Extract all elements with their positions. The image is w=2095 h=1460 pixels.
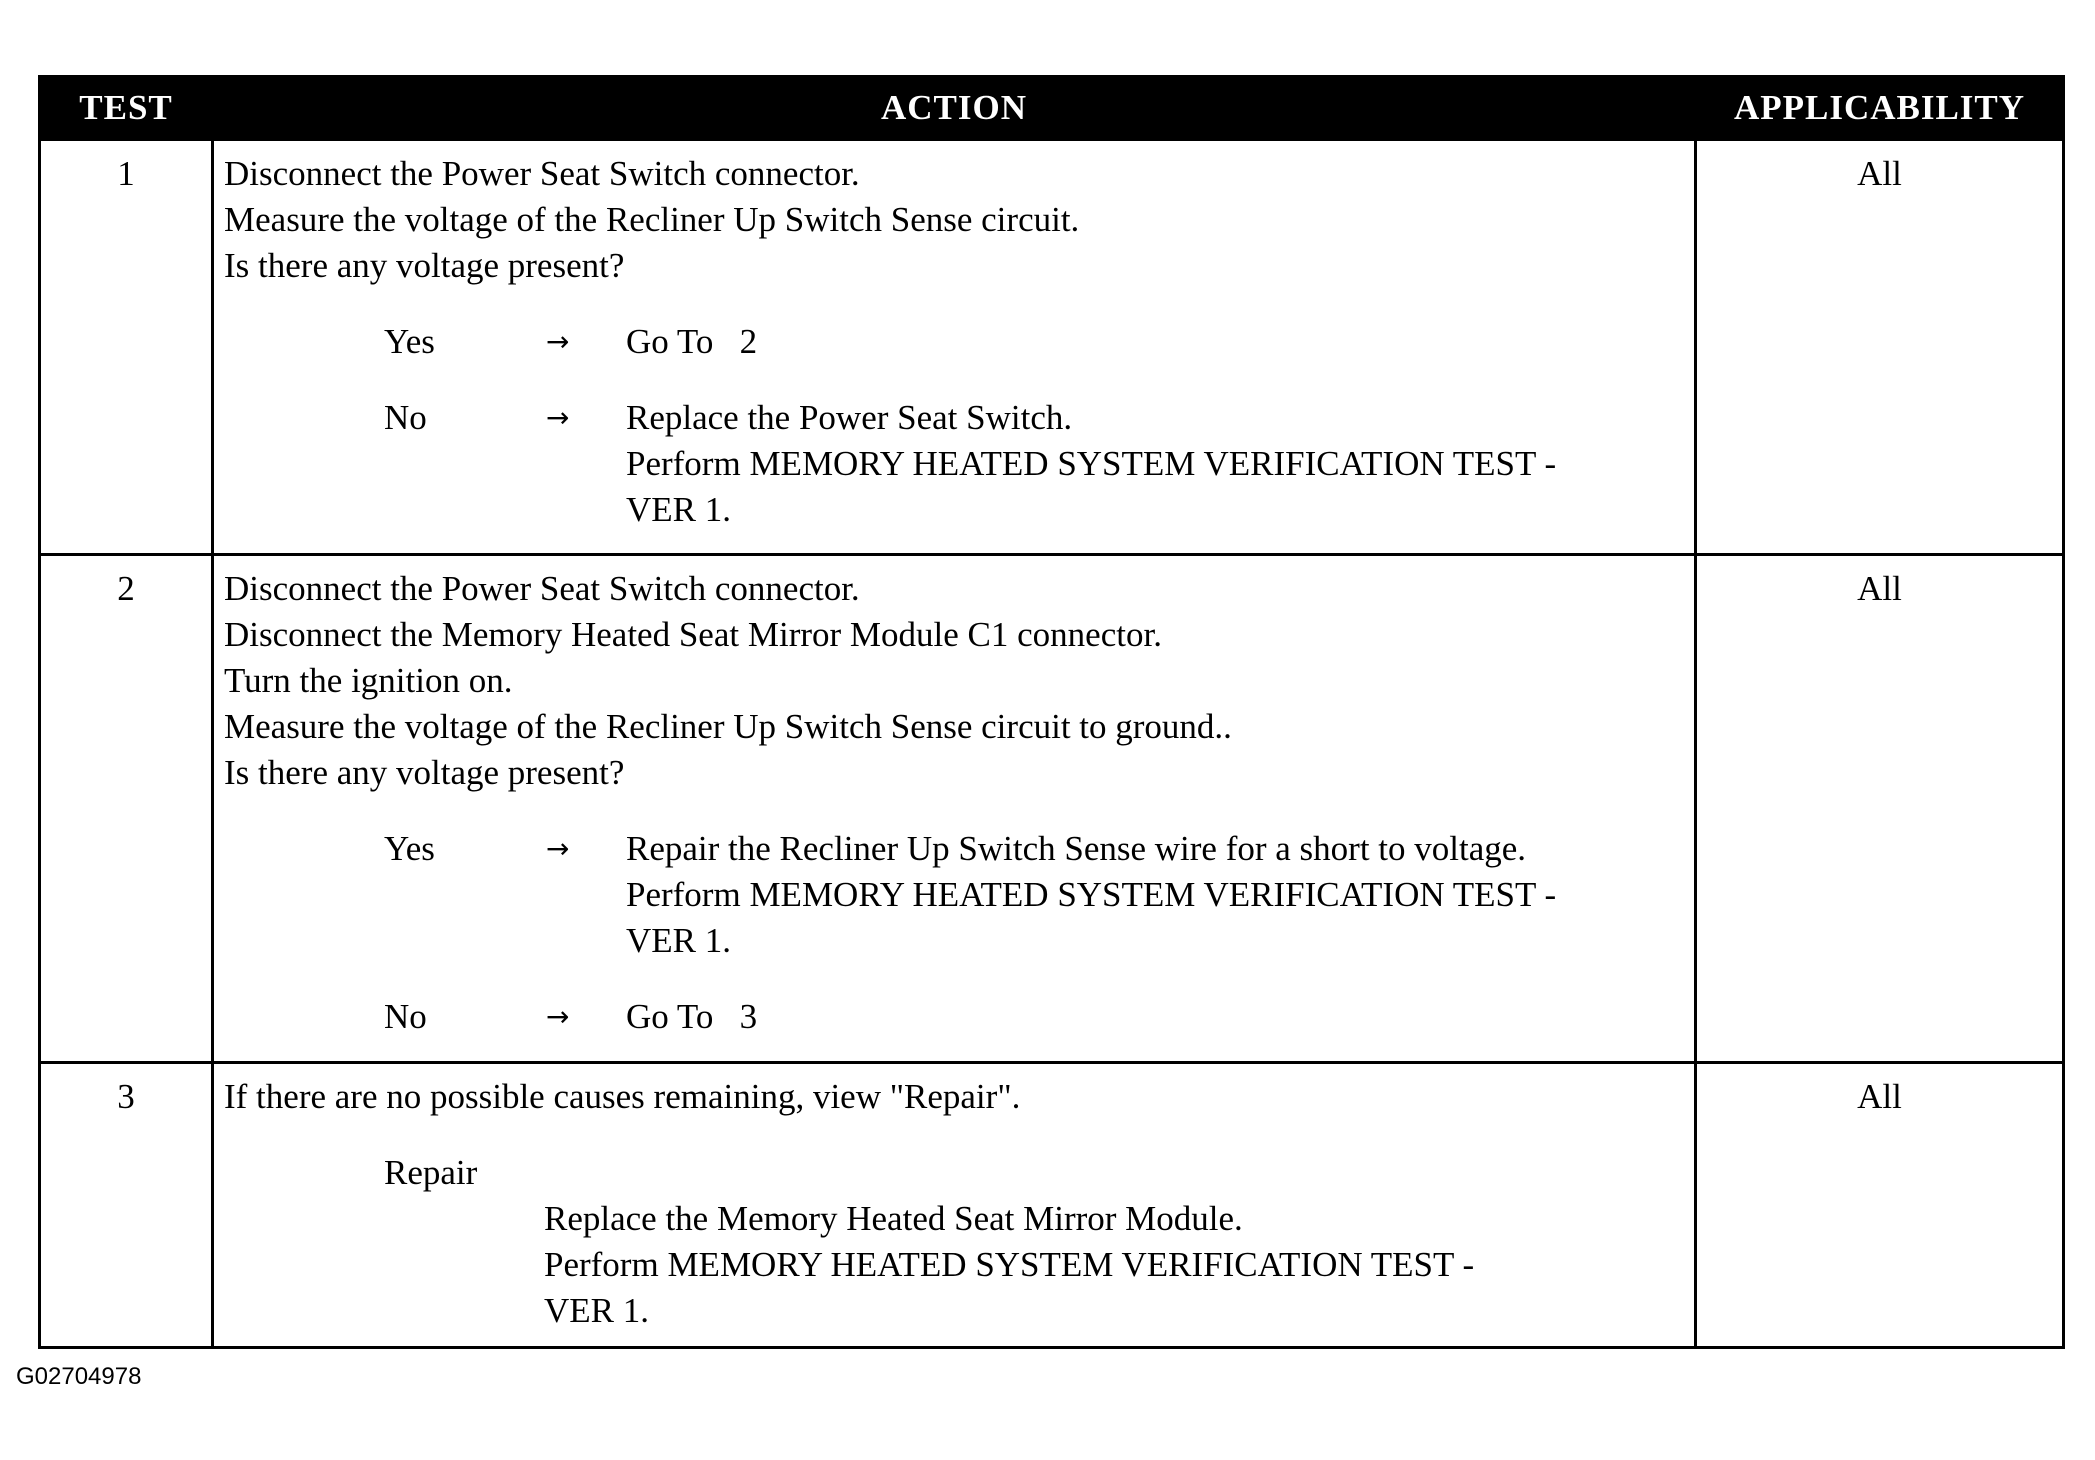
header-test: TEST bbox=[40, 77, 213, 140]
result-no bbox=[224, 994, 1686, 1040]
result-label: No bbox=[384, 997, 427, 1036]
action-cell bbox=[213, 1063, 1696, 1348]
right-arrow-icon: → bbox=[546, 1000, 570, 1033]
result-line: VER 1. bbox=[626, 490, 731, 529]
action-cell bbox=[213, 555, 1696, 1063]
action-step: Turn the ignition on. bbox=[224, 661, 513, 700]
header-action: ACTION bbox=[213, 77, 1696, 140]
table-row bbox=[40, 1063, 2064, 1348]
result-no bbox=[224, 395, 1686, 533]
applicability-value: All bbox=[1696, 140, 2064, 555]
result-body bbox=[626, 319, 1686, 365]
action-step: Disconnect the Memory Heated Seat Mirror Module C1 connector. bbox=[224, 615, 1162, 654]
result-line: Go To 3 bbox=[626, 997, 758, 1036]
table-row bbox=[40, 140, 2064, 555]
right-arrow-icon: → bbox=[546, 832, 570, 865]
repair-line: Perform MEMORY HEATED SYSTEM VERIFICATION TEST - bbox=[544, 1245, 1475, 1284]
repair-line: Replace the Memory Heated Seat Mirror Module. bbox=[544, 1199, 1243, 1238]
result-yes bbox=[224, 319, 1686, 365]
test-number: 3 bbox=[40, 1063, 213, 1348]
test-number: 2 bbox=[40, 555, 213, 1063]
result-label: No bbox=[384, 398, 427, 437]
action-step: Is there any voltage present? bbox=[224, 246, 625, 285]
applicability-value: All bbox=[1696, 1063, 2064, 1348]
result-body bbox=[626, 395, 1686, 533]
result-body bbox=[626, 826, 1686, 964]
result-line: Repair the Recliner Up Switch Sense wire for a short to voltage. bbox=[626, 829, 1527, 868]
repair-label: Repair bbox=[384, 1153, 478, 1192]
action-step: Is there any voltage present? bbox=[224, 753, 625, 792]
applicability-value: All bbox=[1696, 555, 2064, 1063]
result-line: Go To 2 bbox=[626, 322, 758, 361]
table-row bbox=[40, 555, 2064, 1063]
action-cell bbox=[213, 140, 1696, 555]
result-line: Replace the Power Seat Switch. bbox=[626, 398, 1073, 437]
action-step: Disconnect the Power Seat Switch connector. bbox=[224, 569, 860, 608]
result-line: Perform MEMORY HEATED SYSTEM VERIFICATION TEST - bbox=[626, 875, 1557, 914]
action-step: Disconnect the Power Seat Switch connector. bbox=[224, 154, 860, 193]
diagnostic-test-table bbox=[38, 75, 2065, 1349]
header-applicability: APPLICABILITY bbox=[1696, 77, 2064, 140]
result-line: Perform MEMORY HEATED SYSTEM VERIFICATION TEST - bbox=[626, 444, 1557, 483]
right-arrow-icon: → bbox=[546, 401, 570, 434]
result-yes bbox=[224, 826, 1686, 964]
figure-id: G02704978 bbox=[16, 1363, 142, 1390]
repair-line: VER 1. bbox=[544, 1291, 649, 1330]
repair-body bbox=[224, 1196, 1686, 1334]
action-step: Measure the voltage of the Recliner Up Switch Sense circuit. bbox=[224, 200, 1080, 239]
result-line: VER 1. bbox=[626, 921, 731, 960]
table-header-row bbox=[40, 77, 2064, 140]
action-step: Measure the voltage of the Recliner Up Switch Sense circuit to ground.. bbox=[224, 707, 1232, 746]
action-step: If there are no possible causes remaining, view "Repair". bbox=[224, 1077, 1021, 1116]
result-label: Yes bbox=[384, 829, 435, 868]
result-label: Yes bbox=[384, 322, 435, 361]
test-number: 1 bbox=[40, 140, 213, 555]
right-arrow-icon: → bbox=[546, 325, 570, 358]
result-body bbox=[626, 994, 1686, 1040]
